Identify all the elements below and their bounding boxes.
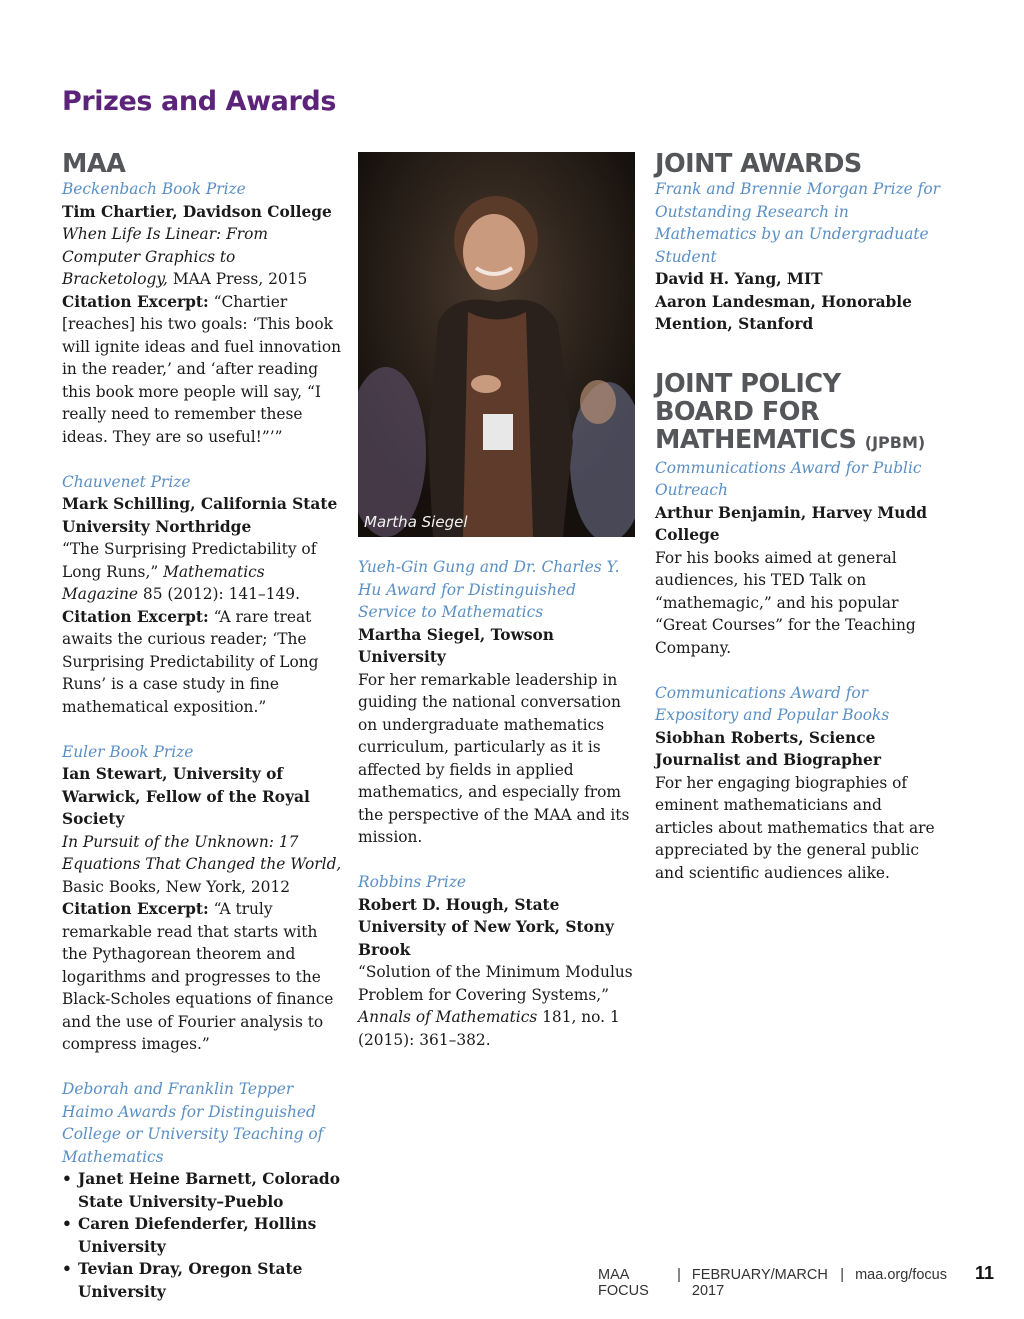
prize-name: Frank and Brennie Morgan Prize for Outstanding Research in Mathematics by an Undergraduate Student	[655, 180, 940, 266]
prize-name: Beckenbach Book Prize	[62, 180, 246, 198]
publication-name: MAA FOCUS	[598, 1267, 649, 1299]
prize-name: Communications Award for Expository and Popular Books	[655, 683, 890, 724]
prize-name: Chauvenet Prize	[62, 472, 191, 491]
citation	[62, 291, 344, 449]
chauvenet-entry	[62, 471, 344, 719]
jpbm-heading	[655, 370, 940, 457]
citation-label: Citation Excerpt:	[62, 607, 209, 626]
page-footer	[598, 1263, 994, 1299]
work-reference	[62, 223, 344, 291]
haimo-entry	[62, 1078, 344, 1303]
winner-name: Tim Chartier, Davidson College	[62, 202, 332, 221]
winner-name: Robert D. Hough, State University of New York, Stony Brook	[358, 895, 614, 959]
journal-ref: 85 (2012): 141–149.	[138, 585, 300, 603]
morgan-entry	[655, 178, 940, 336]
award-description: For her engaging biographies of eminent mathematicians and articles about mathematics that are appreciated by the general public and scientific audiences alike.	[655, 773, 935, 882]
portrait-illustration	[358, 152, 635, 537]
book-title: When Life Is Linear: From Computer Graphics to Bracketology,	[62, 225, 269, 288]
prize-name: Deborah and Franklin Tepper Haimo Awards for Distinguished College or University Teaching of Mathematics	[62, 1080, 324, 1166]
footer-separator: |	[840, 1267, 845, 1283]
prize-name: Yueh-Gin Gung and Dr. Charles Y. Hu Award for Distinguished Service to Mathematics	[358, 558, 620, 621]
article-title: “Solution of the Minimum Modulus Problem for Covering Systems,”	[358, 963, 633, 1004]
citation-text: “A truly remarkable read that starts with the Pythagorean theorem and logarithms and progresses to the Black-Scholes equations of finance and the use of Fourier analysis to compress images.”	[62, 900, 334, 1053]
photo-caption: Martha Siegel	[364, 513, 468, 531]
journal-name: Annals of Mathematics	[358, 1008, 538, 1026]
issue-date: FEBRUARY/MARCH 2017	[691, 1267, 828, 1299]
work-reference	[62, 538, 344, 606]
award-description: For his books aimed at general audiences, his TED Talk on “mathemagic,” and his popular “Great Courses” for the Teaching Company.	[655, 548, 916, 657]
joint-column	[655, 150, 940, 884]
gung-hu-entry	[358, 556, 638, 849]
winner-name: Mark Schilling, California State University Northridge	[62, 495, 338, 536]
photo-martha-siegel	[358, 152, 635, 537]
public-outreach-entry	[655, 457, 940, 660]
work-reference	[62, 831, 344, 899]
citation-label: Citation Excerpt:	[62, 292, 209, 311]
winner-name: Siobhan Roberts, Science Journalist and Biographer	[655, 728, 881, 769]
citation-text: “Chartier [reaches] his two goals: ‘This book will ignite ideas and fuel innovation in the reader,’ and ‘after reading this book more people will say, “I really need to remember these ideas. They are so useful!”’”	[62, 292, 342, 446]
journal-ref: 181, no. 1 (2015): 361–382.	[358, 1008, 620, 1049]
article-title: “The Surprising Predictability of Long Runs,”	[62, 540, 317, 581]
citation	[62, 898, 344, 1056]
prize-name: Communications Award for Public Outreach	[655, 458, 922, 499]
prize-name: Euler Book Prize	[62, 742, 194, 761]
winner-name: Martha Siegel, Towson University	[358, 625, 554, 666]
winner-name: Ian Stewart, University of Warwick, Fellow of the Royal Society	[62, 765, 310, 828]
euler-entry	[62, 741, 344, 1056]
book-title: In Pursuit of the Unknown: 17 Equations That Changed the World,	[62, 832, 342, 873]
beckenbach-entry	[62, 178, 344, 448]
publisher: Basic Books, New York, 2012	[62, 877, 291, 896]
citation	[62, 606, 344, 719]
footer-separator: |	[677, 1267, 681, 1283]
winner-name: David H. Yang, MIT	[655, 270, 823, 288]
list-item: • Tevian Dray, Oregon State University	[62, 1258, 344, 1303]
prize-name: Robbins Prize	[358, 873, 467, 891]
list-item: • Janet Heine Barnett, Colorado State University–Pueblo	[62, 1168, 344, 1213]
publisher: MAA Press, 2015	[167, 270, 308, 288]
work-reference	[358, 961, 638, 1051]
citation-label: Citation Excerpt:	[62, 900, 209, 918]
joint-awards-heading: JOINT AWARDS	[655, 149, 862, 179]
website-url[interactable]: maa.org/focus	[855, 1267, 947, 1283]
maa-heading: MAA	[62, 149, 126, 179]
page-title: Prizes and Awards	[62, 86, 336, 117]
maa-column	[62, 150, 344, 1303]
citation-text: “A rare treat awaits the curious reader; ‘The Surprising Predictability of Long Runs’ is a case study in fine mathematical exposition.”	[62, 607, 319, 716]
center-column	[358, 556, 638, 1051]
expository-entry	[655, 682, 940, 885]
jpbm-heading-text: JOINT POLICY BOARD FOR MATHEMATICS	[655, 368, 857, 455]
honorable-mention: Aaron Landesman, Honorable Mention, Stanford	[655, 292, 912, 333]
robbins-entry	[358, 871, 638, 1051]
page-number: 11	[974, 1263, 994, 1283]
list-item: • Caren Diefenderfer, Hollins University	[62, 1213, 344, 1258]
award-description: For her remarkable leadership in guiding the national conversation on undergraduate mathematics curriculum, particularly as it is affected by fields in applied mathematics, and especially from the perspective of the MAA and its mission.	[358, 670, 630, 846]
journal-name: Mathematics Magazine	[62, 562, 265, 603]
jpbm-abbreviation: (JPBM)	[864, 432, 926, 452]
winner-list	[62, 1168, 344, 1303]
winner-name: Arthur Benjamin, Harvey Mudd College	[655, 503, 927, 544]
